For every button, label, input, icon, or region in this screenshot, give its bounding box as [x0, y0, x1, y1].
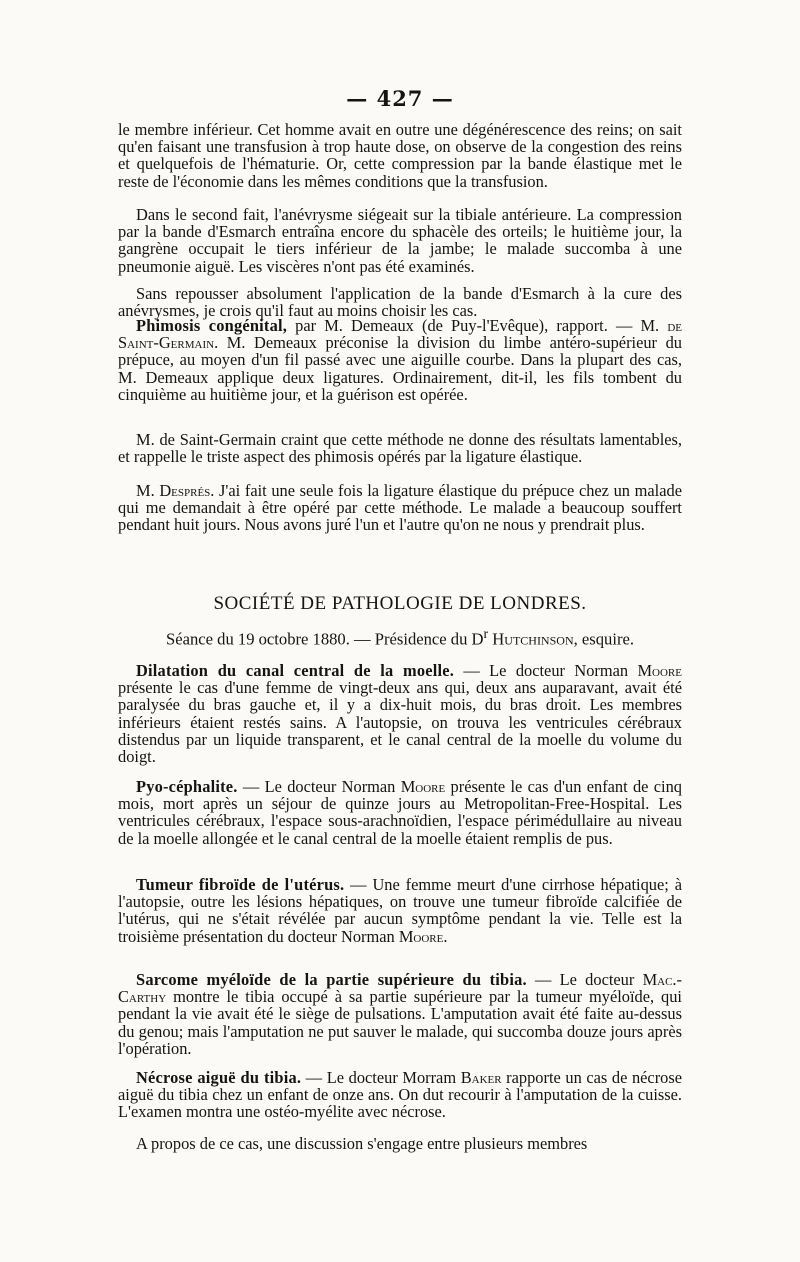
paragraph-phimosis	[118, 317, 682, 403]
heading-tumeur: Tumeur fibroïde de l'utérus.	[136, 875, 345, 894]
paragraph-sarcome	[118, 971, 682, 1057]
paragraph-necrose-text	[118, 1069, 682, 1121]
heading-sarcome: Sarcome myéloïde de la partie supérieure du tibia.	[136, 970, 527, 989]
paragraph-phimosis-text	[118, 317, 682, 403]
paragraph-saint-germain-text: M. de Saint-Germain craint que cette méthode ne donne des résultats lamentables, et rappelle le triste aspect des phimosis opérés par la ligature élastique.	[118, 430, 682, 467]
paragraph-dilatation-text	[118, 662, 682, 765]
paragraph-tumeur	[118, 876, 682, 945]
name-moore-2: Moore	[400, 777, 446, 796]
paragraph-pyo-cephalite	[118, 778, 682, 847]
text-dilatation-a: — Le docteur Norman	[454, 661, 638, 680]
paragraph-tumeur-text	[118, 876, 682, 945]
paragraph-despres-text	[118, 482, 682, 534]
text-pyo-a: — Le docteur Norman	[237, 777, 401, 796]
text-phimosis-b: M. Demeaux préconise la division du limbe antéro-supérieur du prépuce, au moyen d'un fil passé avec une aiguille courbe. Dans la plupart des cas, M. Demeaux applique deux ligatures. Ordinairement, dit-il, les fils tombent du cinquième au huitième jour, et la guérison est opérée.	[118, 333, 682, 404]
paragraph-dilatation	[118, 662, 682, 765]
text-tumeur-a: — Une femme meurt d'une cirrhose hépatique; à l'autopsie, outre les lésions hépatiques, on trouve une tumeur fibroïde calcifiée de l'utérus, qui ne s'était révélée par aucun symptôme pendant la vie. Telle est la troisième présentation du docteur Norman	[118, 875, 682, 946]
paragraph-sarcome-text	[118, 971, 682, 1057]
heading-dilatation: Dilatation du canal central de la moelle.	[136, 661, 455, 680]
paragraph-despres	[118, 482, 682, 534]
paragraph-necrose	[118, 1069, 682, 1121]
paragraph-1-text: le membre inférieur. Cet homme avait en outre une dégénérescence des reins; on sait qu'en faisant une transfusion à trop haute dose, on observe de la congestion des reins et quelquefois de l'hématurie. Or, cette compression par la bande élastique met le reste de l'économie dans les mêmes conditions que la transfusion.	[118, 120, 682, 191]
text-despres: J'ai fait une seule fois la ligature élastique du prépuce chez un malade qui me demandait à être opéré par cette méthode. Le malade a beaucoup souffert pendant huit jours. Nous avons juré l'un et l'autre qu'on ne nous y prendrait plus.	[118, 481, 682, 535]
paragraph-discussion-text: A propos de ce cas, une discussion s'engage entre plusieurs membres	[136, 1134, 588, 1153]
text-sarcome-b: montre le tibia occupé à sa partie supérieure par la tumeur myéloïde, qui pendant la vie avait été le siège de pulsations. L'amputation avait été faite au-dessus du genou; mais l'amputation ne put sauver le malade, qui succomba douze jours après l'opération.	[118, 987, 682, 1058]
paragraph-3	[118, 285, 682, 319]
text-necrose-a: — Le docteur Morram	[301, 1068, 461, 1087]
session-line	[130, 626, 670, 650]
name-mac-carthy: Mac.-Carthy	[118, 970, 682, 1007]
section-title: SOCIÉTÉ DE PATHOLOGIE DE LONDRES.	[213, 593, 587, 614]
paragraph-2-text: Dans le second fait, l'anévrysme siégeait sur la tibiale antérieure. La compression par la bande d'Esmarch entraîna encore du sphacèle des orteils; le huitième jour, la gangrène occupait le tiers inférieur de la jambe; le malade succomba à une pneumonie aiguë. Les viscères n'ont pas été examinés.	[118, 205, 682, 276]
paragraph-discussion	[118, 1135, 682, 1152]
session-text-a: Séance du 19 octobre 1880. — Présidence du D	[166, 629, 484, 649]
session-text-b: esquire.	[577, 629, 634, 649]
paragraph-2	[118, 206, 682, 275]
name-despres: M. Després.	[136, 481, 215, 500]
text-sarcome-a: — Le docteur	[526, 970, 643, 989]
heading-necrose: Nécrose aiguë du tibia.	[136, 1068, 302, 1087]
text-necrose-b: rapporte un cas de nécrose aiguë du tibia chez un enfant de onze ans. On dut recourir à l'amputation de la cuisse. L'examen montra une ostéo-myélite avec nécrose.	[118, 1068, 683, 1122]
text-dilatation-b: présente le cas d'une femme de vingt-deux ans qui, deux ans auparavant, avait été paralysée du bras gauche et, il y a dix-huit mois, du bras droit. Les membres inférieurs étaient restés sains. A l'autopsie, on trouva les ventricules cérébraux distendus par un liquide transparent, et le canal central de la moelle du volume du doigt.	[118, 678, 682, 767]
paragraph-saint-germain	[118, 431, 682, 465]
name-moore-1: Moore	[637, 661, 682, 680]
name-moore-3: Moore.	[398, 926, 448, 946]
heading-pyo-cephalite: Pyo-céphalite.	[136, 777, 238, 796]
paragraph-pyo-cephalite-text	[118, 778, 682, 847]
page-number: — 427 —	[346, 86, 454, 111]
text-phimosis-a: par M. Demeaux (de Puy-l'Evêque), rapport. — M.	[287, 316, 668, 335]
name-baker: Baker	[460, 1068, 502, 1087]
name-saint-germain: de Saint-Germain.	[118, 316, 682, 353]
name-hutchinson: Hutchinson,	[488, 629, 578, 649]
text-pyo-b: présente le cas d'un enfant de cinq mois, mort après un séjour de quinze jours au Metropolitan-Free-Hospital. Les ventricules cérébraux, l'espace sous-arachnoïdien, l'espace périmédullaire au niveau de la moelle allongée et le canal central de la moelle étaient remplis de pus.	[118, 777, 682, 848]
heading-phimosis: Phimosis congénital,	[136, 316, 288, 335]
paragraph-3-text: Sans repousser absolument l'application de la bande d'Esmarch à la cure des anévrysmes, je crois qu'il faut au moins choisir les cas.	[118, 284, 682, 321]
session-superscript: r	[483, 626, 489, 641]
paragraph-1	[118, 121, 682, 190]
